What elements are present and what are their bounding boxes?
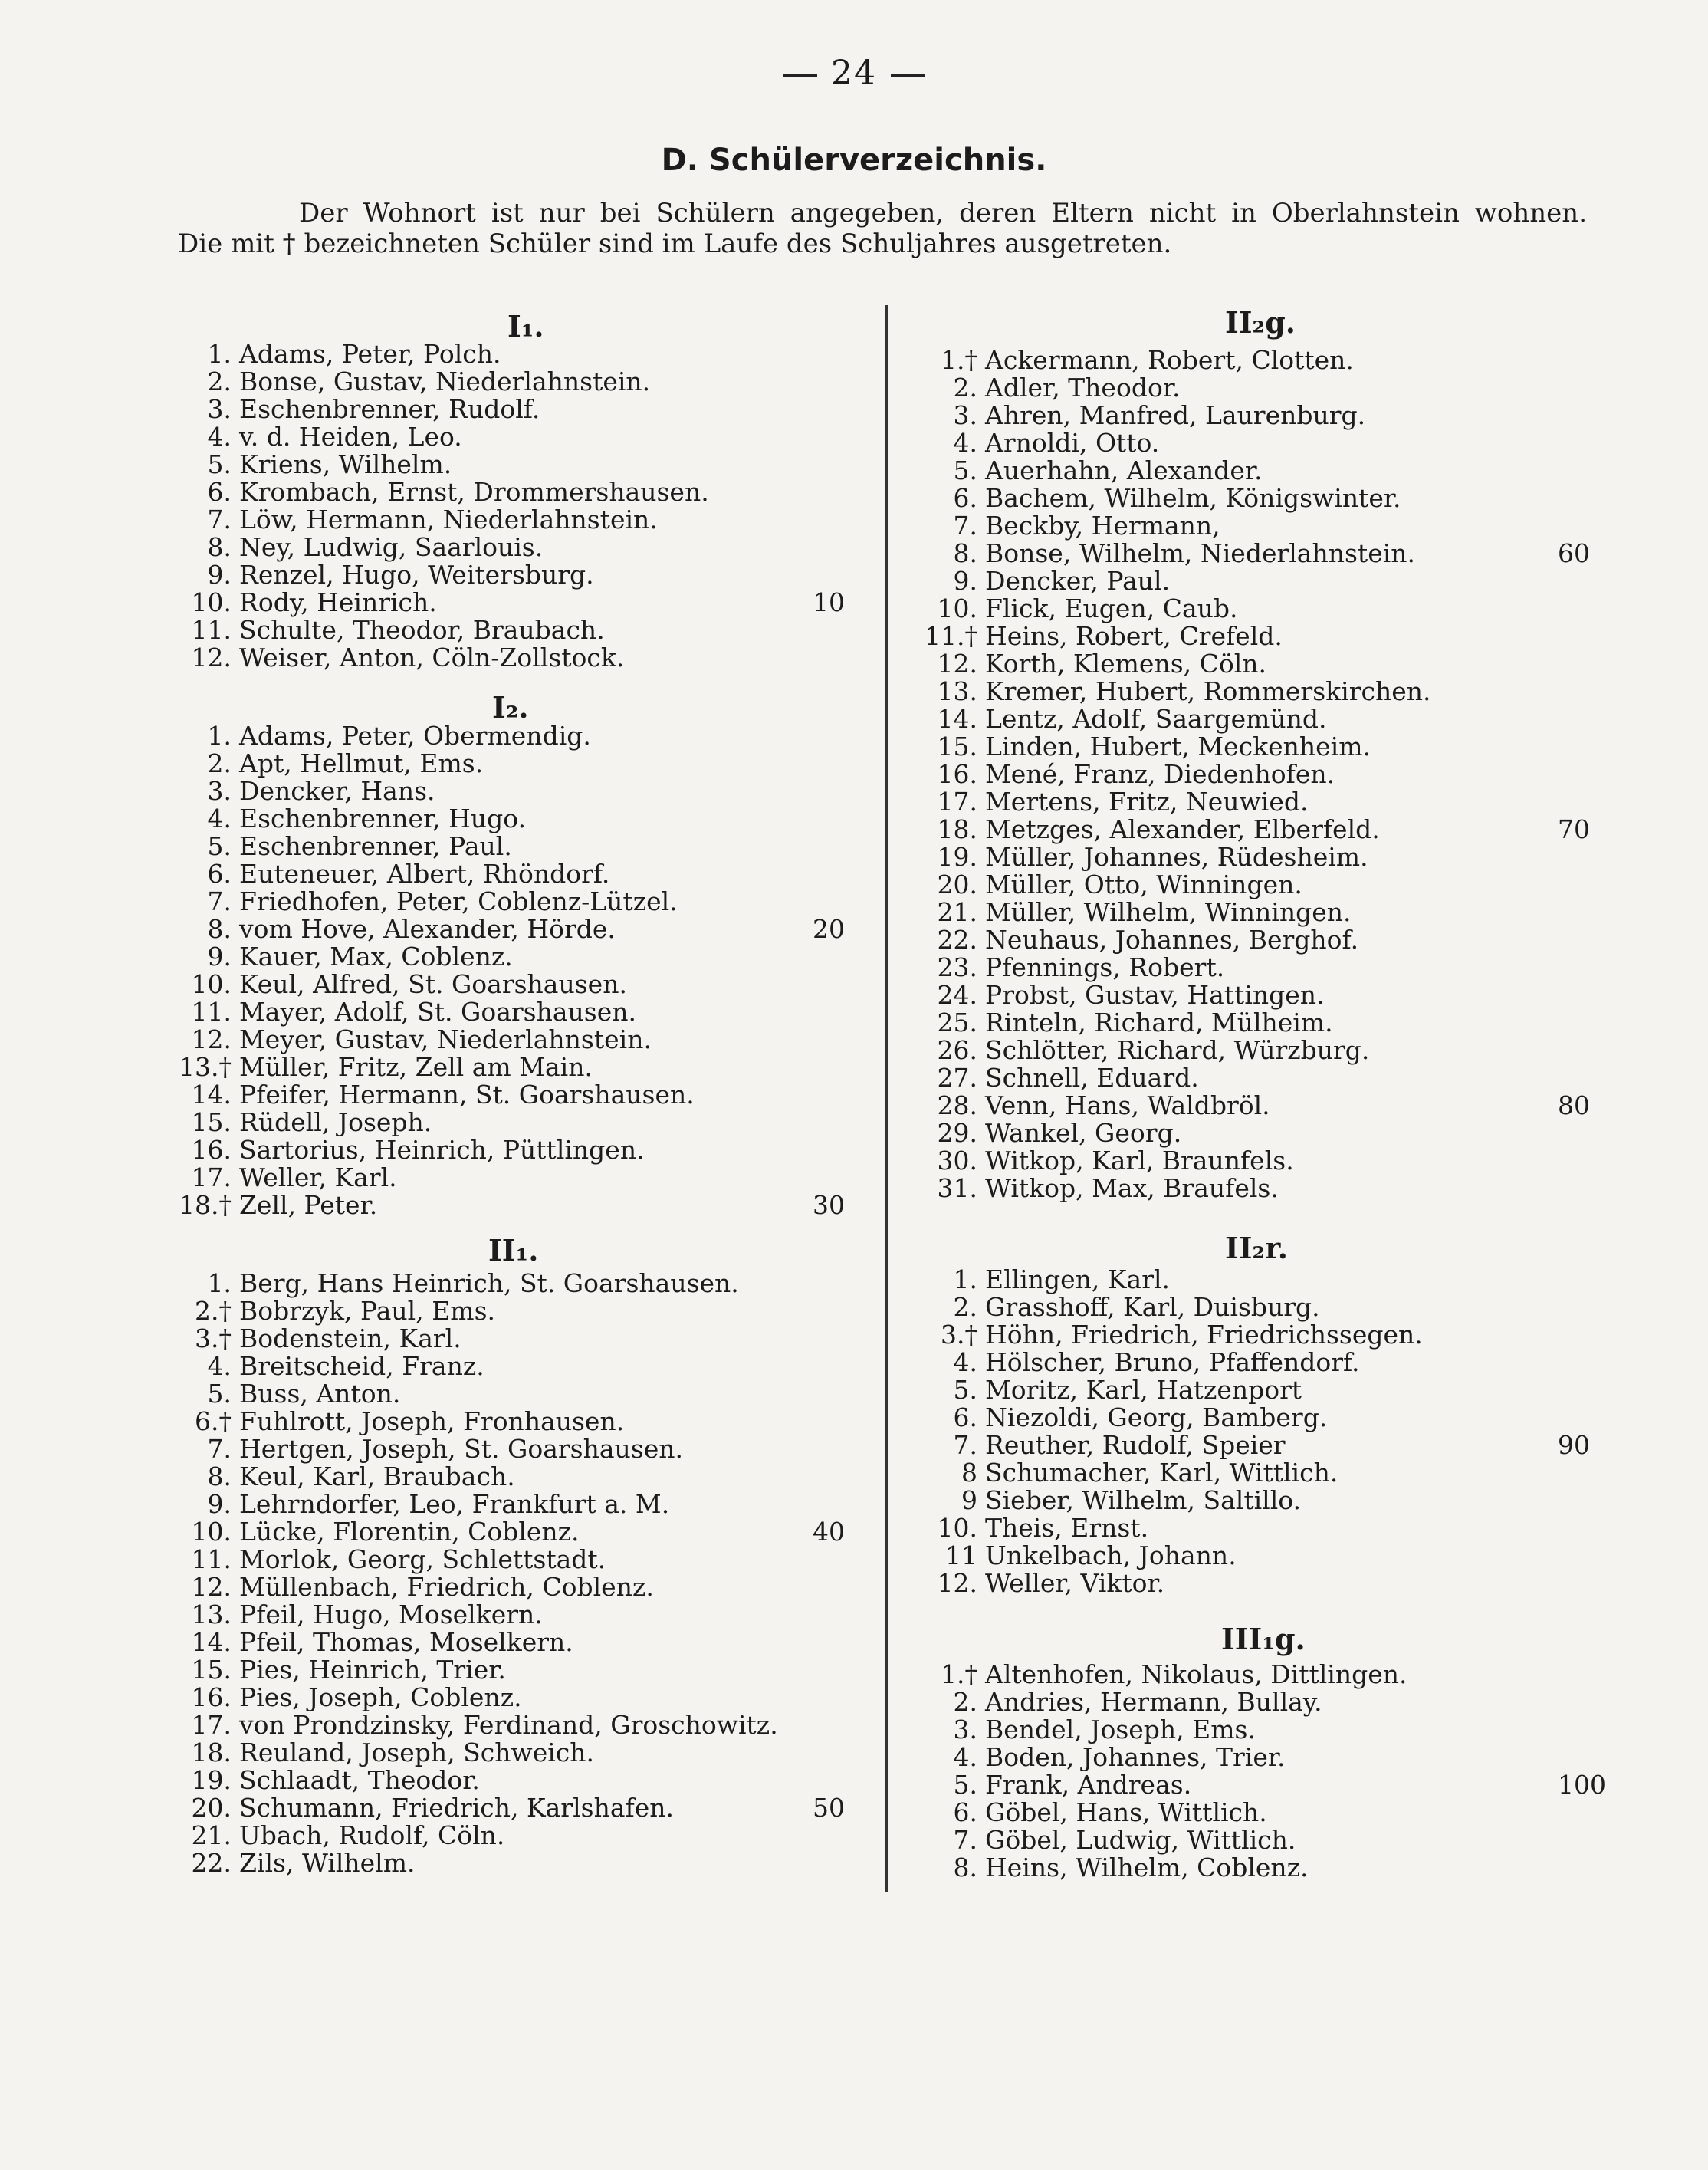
- item-number: 22.: [937, 925, 977, 955]
- item-number: 14.: [191, 1627, 232, 1657]
- intro-line-1: Der Wohnort ist nur bei Schülern angegeben, deren Eltern nicht in Oberlahnstein wohnen.: [299, 198, 1587, 229]
- item-number: 9.: [207, 1489, 232, 1519]
- student-name: Mayer, Adolf, St. Goarshausen.: [239, 997, 637, 1027]
- item-number: 30.: [937, 1146, 977, 1175]
- item-number: 8.: [207, 1461, 232, 1491]
- student-name: Keul, Karl, Braubach.: [239, 1461, 515, 1491]
- item-number: 13.: [937, 676, 977, 706]
- running-count: 40: [813, 1517, 845, 1547]
- student-name: Zils, Wilhelm.: [239, 1848, 416, 1878]
- student-name: Wankel, Georg.: [985, 1118, 1182, 1148]
- section-heading: II₁.: [488, 1233, 539, 1267]
- item-number: 6.: [953, 1797, 977, 1827]
- item-number: 28.: [937, 1090, 977, 1120]
- item-number: 3.: [207, 394, 232, 424]
- item-number: 3.: [953, 400, 977, 430]
- item-number: 8: [961, 1458, 977, 1488]
- section-heading: I₂.: [492, 690, 529, 725]
- item-number: 8.: [207, 914, 232, 944]
- student-name: von Prondzinsky, Ferdinand, Groschowitz.: [239, 1710, 778, 1740]
- item-number: 4.: [953, 1347, 977, 1377]
- item-number: 14.: [937, 704, 977, 734]
- student-name: Ellingen, Karl.: [985, 1264, 1171, 1294]
- running-count: 60: [1558, 538, 1590, 568]
- item-number: 5.: [207, 449, 232, 479]
- student-name: Löw, Hermann, Niederlahnstein.: [239, 505, 658, 534]
- student-name: Arnoldi, Otto.: [985, 428, 1160, 458]
- student-name: Rüdell, Joseph.: [239, 1107, 432, 1137]
- running-count: 10: [813, 587, 845, 617]
- item-number: 6.: [953, 1402, 977, 1432]
- running-count: 20: [813, 914, 845, 944]
- item-number: 18.: [937, 814, 977, 844]
- item-number: 12.: [191, 1024, 232, 1054]
- student-name: Heins, Wilhelm, Coblenz.: [985, 1853, 1309, 1882]
- section-heading: III₁g.: [1221, 1622, 1306, 1656]
- student-name: Probst, Gustav, Hattingen.: [985, 980, 1325, 1010]
- item-number: 26.: [937, 1035, 977, 1065]
- item-number: 7.: [207, 505, 232, 534]
- item-number: 14.: [191, 1080, 232, 1110]
- student-name: Eschenbrenner, Hugo.: [239, 804, 527, 833]
- item-number: 7.: [207, 886, 232, 916]
- student-name: Göbel, Ludwig, Wittlich.: [985, 1825, 1296, 1855]
- student-name: Neuhaus, Johannes, Berghof.: [985, 925, 1359, 955]
- item-number: 29.: [937, 1118, 977, 1148]
- student-name: Höhn, Friedrich, Friedrichssegen.: [985, 1320, 1423, 1350]
- item-number: 2.: [953, 1687, 977, 1717]
- student-name: Lehrndorfer, Leo, Frankfurt a. M.: [239, 1489, 670, 1519]
- item-number: 4.: [953, 1742, 977, 1772]
- student-name: Pfeil, Hugo, Moselkern.: [239, 1600, 543, 1629]
- item-number: 10.: [191, 969, 232, 999]
- student-name: Breitscheid, Franz.: [239, 1351, 484, 1381]
- student-name: Berg, Hans Heinrich, St. Goarshausen.: [239, 1268, 739, 1298]
- item-number: 1.: [207, 339, 232, 369]
- section-heading: II₂g.: [1225, 305, 1296, 340]
- item-number: 12.: [191, 643, 232, 672]
- student-name: Beckby, Hermann,: [985, 511, 1220, 541]
- student-name: Unkelbach, Johann.: [985, 1540, 1237, 1570]
- item-number: 4.: [207, 1351, 232, 1381]
- item-number: 20.: [191, 1793, 232, 1823]
- item-number: 20.: [937, 870, 977, 899]
- item-number: 2.: [953, 373, 977, 403]
- item-number: 5.: [953, 455, 977, 485]
- item-number: 23.: [937, 952, 977, 982]
- student-name: Müller, Johannes, Rüdesheim.: [985, 842, 1368, 872]
- item-number: 15.: [191, 1655, 232, 1685]
- student-name: Metzges, Alexander, Elberfeld.: [985, 814, 1380, 844]
- item-number: 16.: [191, 1682, 232, 1712]
- item-number: 6.†: [195, 1406, 232, 1436]
- item-number: 17.: [191, 1162, 232, 1192]
- intro-line-2: Die mit † bezeichneten Schüler sind im Laufe des Schuljahres ausgetreten.: [178, 229, 1172, 259]
- student-name: Venn, Hans, Waldbröl.: [985, 1090, 1270, 1120]
- student-name: Weller, Viktor.: [985, 1568, 1165, 1598]
- student-name: Frank, Andreas.: [985, 1770, 1192, 1800]
- running-count: 30: [813, 1190, 845, 1220]
- item-number: 25.: [937, 1008, 977, 1037]
- item-number: 6.: [207, 477, 232, 507]
- item-number: 24.: [937, 980, 977, 1010]
- item-number: 5.: [953, 1770, 977, 1800]
- item-number: 3.†: [941, 1320, 977, 1350]
- student-name: Witkop, Max, Braufels.: [985, 1173, 1279, 1203]
- student-name: Bonse, Gustav, Niederlahnstein.: [239, 367, 651, 396]
- student-name: Pies, Heinrich, Trier.: [239, 1655, 506, 1685]
- student-name: Eschenbrenner, Rudolf.: [239, 394, 540, 424]
- item-number: 18.†: [179, 1190, 232, 1220]
- item-number: 2.: [207, 367, 232, 396]
- student-name: Bachem, Wilhelm, Königswinter.: [985, 483, 1401, 513]
- item-number: 19.: [937, 842, 977, 872]
- student-name: Kriens, Wilhelm.: [239, 449, 452, 479]
- student-name: Mené, Franz, Diedenhofen.: [985, 759, 1335, 789]
- item-number: 11.: [191, 997, 232, 1027]
- student-name: Schnell, Eduard.: [985, 1063, 1199, 1093]
- item-number: 16.: [937, 759, 977, 789]
- running-count: 80: [1558, 1090, 1590, 1120]
- item-number: 9.: [953, 566, 977, 596]
- student-name: Hölscher, Bruno, Pfaffendorf.: [985, 1347, 1360, 1377]
- item-number: 16.: [191, 1135, 232, 1165]
- student-name: Korth, Klemens, Cöln.: [985, 649, 1267, 679]
- item-number: 9: [961, 1485, 977, 1515]
- item-number: 5.: [207, 1379, 232, 1409]
- item-number: 11.†: [925, 621, 977, 651]
- student-name: Pfeifer, Hermann, St. Goarshausen.: [239, 1080, 695, 1110]
- student-name: Schumann, Friedrich, Karlshafen.: [239, 1793, 674, 1823]
- item-number: 11.: [191, 1544, 232, 1574]
- item-number: 10.: [937, 593, 977, 623]
- page-title: D. Schülerverzeichnis.: [661, 143, 1047, 178]
- item-number: 1.: [953, 1264, 977, 1294]
- item-number: 3.†: [195, 1323, 232, 1353]
- running-count: 50: [813, 1793, 845, 1823]
- student-name: Pfennings, Robert.: [985, 952, 1225, 982]
- item-number: 2.: [207, 748, 232, 778]
- item-number: 3.: [953, 1715, 977, 1744]
- item-number: 10.: [937, 1513, 977, 1543]
- student-name: Weiser, Anton, Cöln-Zollstock.: [239, 643, 625, 672]
- student-name: Ahren, Manfred, Laurenburg.: [985, 400, 1366, 430]
- item-number: 22.: [191, 1848, 232, 1878]
- student-name: Witkop, Karl, Braunfels.: [985, 1146, 1294, 1175]
- item-number: 6.: [953, 483, 977, 513]
- student-name: Morlok, Georg, Schlettstadt.: [239, 1544, 606, 1574]
- student-name: Auerhahn, Alexander.: [985, 455, 1263, 485]
- item-number: 18.: [191, 1738, 232, 1767]
- item-number: 10.: [191, 587, 232, 617]
- item-number: 1.: [207, 721, 232, 751]
- student-name: Rinteln, Richard, Mülheim.: [985, 1008, 1333, 1037]
- item-number: 12.: [937, 649, 977, 679]
- item-number: 3.: [207, 776, 232, 806]
- item-number: 21.: [937, 897, 977, 927]
- item-number: 5.: [207, 831, 232, 861]
- student-name: Heins, Robert, Crefeld.: [985, 621, 1283, 651]
- student-name: Müller, Fritz, Zell am Main.: [239, 1052, 593, 1082]
- student-name: Lücke, Florentin, Coblenz.: [239, 1517, 580, 1547]
- student-name: Schumacher, Karl, Wittlich.: [985, 1458, 1338, 1488]
- item-number: 4.: [953, 428, 977, 458]
- item-number: 31.: [937, 1173, 977, 1203]
- student-name: Boden, Johannes, Trier.: [985, 1742, 1286, 1772]
- student-name: Schlaadt, Theodor.: [239, 1765, 480, 1795]
- item-number: 19.: [191, 1765, 232, 1795]
- student-name: Theis, Ernst.: [985, 1513, 1149, 1543]
- student-name: Fuhlrott, Joseph, Fronhausen.: [239, 1406, 625, 1436]
- student-name: Ubach, Rudolf, Cöln.: [239, 1820, 505, 1850]
- student-name: Euteneuer, Albert, Rhöndorf.: [239, 859, 610, 889]
- student-name: Linden, Hubert, Meckenheim.: [985, 732, 1371, 761]
- student-name: Renzel, Hugo, Weitersburg.: [239, 560, 594, 590]
- student-name: Moritz, Karl, Hatzenport: [985, 1375, 1302, 1405]
- student-name: Kauer, Max, Coblenz.: [239, 942, 513, 972]
- item-number: 7.: [953, 1825, 977, 1855]
- student-name: Adler, Theodor.: [985, 373, 1181, 403]
- student-name: Adams, Peter, Obermendig.: [239, 721, 591, 751]
- item-number: 11.: [191, 615, 232, 645]
- student-name: Adams, Peter, Polch.: [239, 339, 501, 369]
- section-heading: II₂r.: [1225, 1231, 1288, 1265]
- item-number: 21.: [191, 1820, 232, 1850]
- item-number: 8.: [953, 1853, 977, 1882]
- item-number: 4.: [207, 422, 232, 452]
- item-number: 12.: [191, 1572, 232, 1602]
- item-number: 7.: [953, 511, 977, 541]
- student-name: Sartorius, Heinrich, Püttlingen.: [239, 1135, 645, 1165]
- item-number: 5.: [953, 1375, 977, 1405]
- student-name: Altenhofen, Nikolaus, Dittlingen.: [985, 1659, 1407, 1689]
- student-name: Hertgen, Joseph, St. Goarshausen.: [239, 1434, 683, 1464]
- item-number: 7.: [953, 1430, 977, 1460]
- item-number: 15.: [191, 1107, 232, 1137]
- column-divider: [885, 305, 888, 1892]
- student-name: Bonse, Wilhelm, Niederlahnstein.: [985, 538, 1416, 568]
- item-number: 10.: [191, 1517, 232, 1547]
- student-name: Bobrzyk, Paul, Ems.: [239, 1296, 496, 1326]
- student-name: Pfeil, Thomas, Moselkern.: [239, 1627, 573, 1657]
- student-name: Müller, Otto, Winningen.: [985, 870, 1302, 899]
- student-name: Schulte, Theodor, Braubach.: [239, 615, 605, 645]
- student-name: Ackermann, Robert, Clotten.: [985, 345, 1354, 375]
- item-number: 8.: [207, 532, 232, 562]
- student-name: Friedhofen, Peter, Coblenz-Lützel.: [239, 886, 678, 916]
- student-name: Lentz, Adolf, Saargemünd.: [985, 704, 1327, 734]
- student-name: Weller, Karl.: [239, 1162, 397, 1192]
- item-number: 17.: [191, 1710, 232, 1740]
- student-name: Schlötter, Richard, Würzburg.: [985, 1035, 1370, 1065]
- item-number: 13.†: [179, 1052, 232, 1082]
- student-name: Keul, Alfred, St. Goarshausen.: [239, 969, 627, 999]
- student-name: Rody, Heinrich.: [239, 587, 437, 617]
- running-count: 90: [1558, 1430, 1590, 1460]
- student-name: Zell, Peter.: [239, 1190, 378, 1220]
- student-name: Kremer, Hubert, Rommerskirchen.: [985, 676, 1431, 706]
- student-name: Reuther, Rudolf, Speier: [985, 1430, 1286, 1460]
- running-count: 70: [1558, 814, 1590, 844]
- item-number: 7.: [207, 1434, 232, 1464]
- section-heading: I₁.: [507, 309, 544, 344]
- student-name: Reuland, Joseph, Schweich.: [239, 1738, 595, 1767]
- item-number: 12.: [937, 1568, 977, 1598]
- item-number: 6.: [207, 859, 232, 889]
- item-number: 2.†: [195, 1296, 232, 1326]
- student-name: Ney, Ludwig, Saarlouis.: [239, 532, 544, 562]
- student-name: Sieber, Wilhelm, Saltillo.: [985, 1485, 1302, 1515]
- student-name: Buss, Anton.: [239, 1379, 401, 1409]
- item-number: 8.: [953, 538, 977, 568]
- student-name: Niezoldi, Georg, Bamberg.: [985, 1402, 1328, 1432]
- item-number: 1.†: [941, 1659, 977, 1689]
- student-name: Müllenbach, Friedrich, Coblenz.: [239, 1572, 654, 1602]
- item-number: 4.: [207, 804, 232, 833]
- item-number: 11: [945, 1540, 977, 1570]
- student-name: Dencker, Paul.: [985, 566, 1171, 596]
- page-number: 24: [0, 54, 1708, 93]
- item-number: 17.: [937, 787, 977, 817]
- item-number: 27.: [937, 1063, 977, 1093]
- item-number: 1.: [207, 1268, 232, 1298]
- student-name: Krombach, Ernst, Drommershausen.: [239, 477, 709, 507]
- student-name: Dencker, Hans.: [239, 776, 435, 806]
- student-name: Apt, Hellmut, Ems.: [239, 748, 484, 778]
- item-number: 13.: [191, 1600, 232, 1629]
- student-name: Müller, Wilhelm, Winningen.: [985, 897, 1352, 927]
- student-name: Andries, Hermann, Bullay.: [985, 1687, 1322, 1717]
- item-number: 1.†: [941, 345, 977, 375]
- student-name: Göbel, Hans, Wittlich.: [985, 1797, 1267, 1827]
- student-name: v. d. Heiden, Leo.: [239, 422, 462, 452]
- student-name: Flick, Eugen, Caub.: [985, 593, 1238, 623]
- student-name: Meyer, Gustav, Niederlahnstein.: [239, 1024, 652, 1054]
- student-name: Bendel, Joseph, Ems.: [985, 1715, 1256, 1744]
- student-name: vom Hove, Alexander, Hörde.: [239, 914, 616, 944]
- student-name: Bodenstein, Karl.: [239, 1323, 461, 1353]
- student-name: Eschenbrenner, Paul.: [239, 831, 512, 861]
- item-number: 9.: [207, 942, 232, 972]
- item-number: 15.: [937, 732, 977, 761]
- item-number: 9.: [207, 560, 232, 590]
- student-name: Mertens, Fritz, Neuwied.: [985, 787, 1309, 817]
- student-name: Grasshoff, Karl, Duisburg.: [985, 1292, 1320, 1322]
- item-number: 2.: [953, 1292, 977, 1322]
- student-name: Pies, Joseph, Coblenz.: [239, 1682, 522, 1712]
- running-count: 100: [1558, 1770, 1606, 1800]
